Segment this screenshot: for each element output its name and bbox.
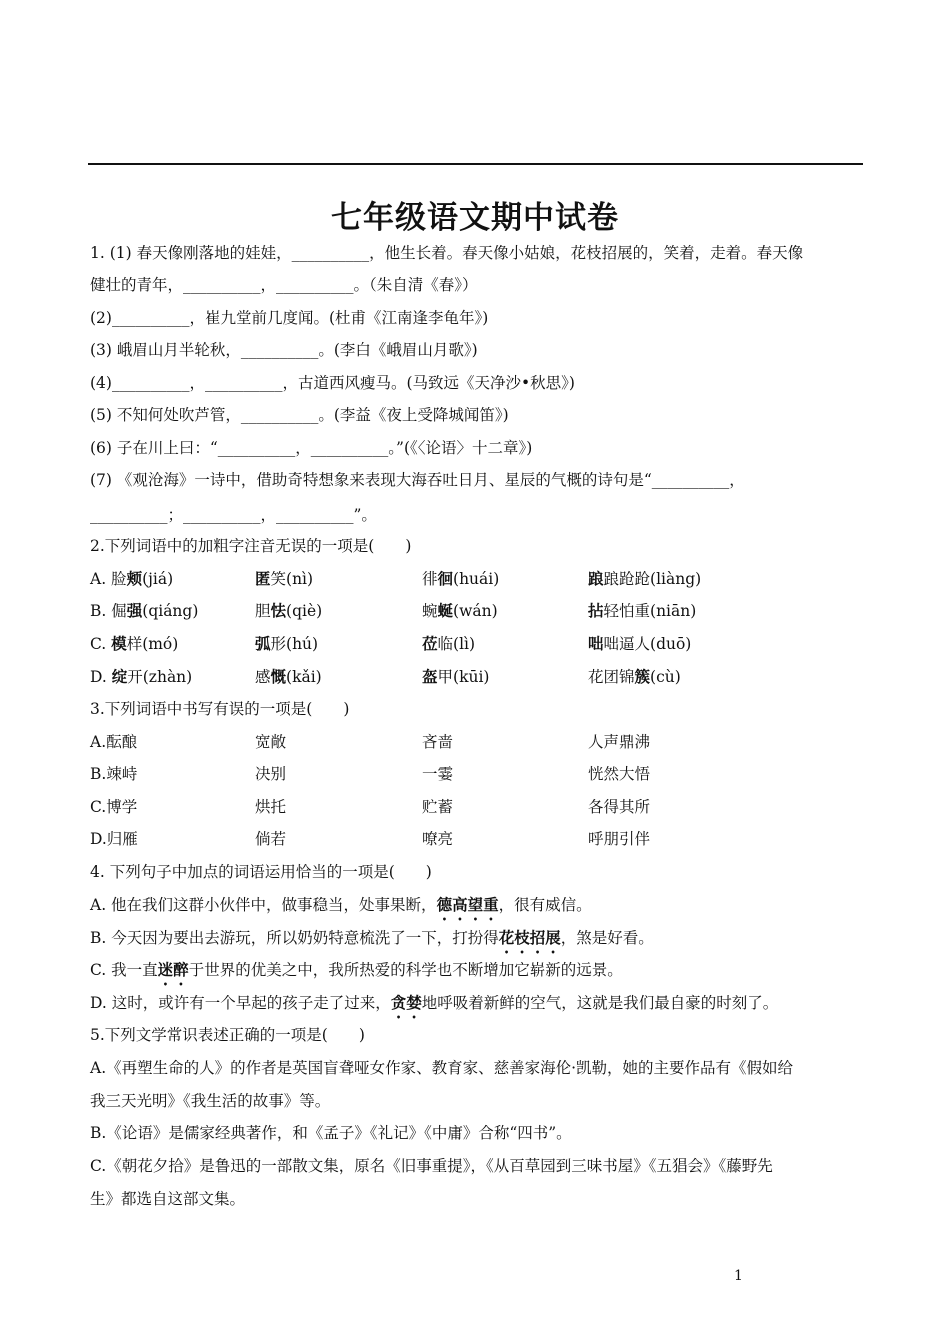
page-number: 1 <box>734 1268 743 1284</box>
q3-word: 烘托 <box>255 798 287 816</box>
q1-line-8: (7) 《观沧海》一诗中，借助奇特想象来表现大海吞吐日月、星辰的气概的诗句是“__________， <box>90 471 745 489</box>
q3-word: 各得其所 <box>588 798 651 816</box>
q3-word: B.竦峙 <box>90 765 138 783</box>
q2-option: A. 脸颊(jiá) <box>90 569 174 588</box>
q2-option: 胆怯(qiè) <box>255 601 323 620</box>
q5-option-c-line-1: C.《朝花夕拾》是鲁迅的一部散文集，原名《旧事重提》，《从百草园到三味书屋》《五猖会》《藤野先 <box>90 1157 773 1175</box>
q1-line-6: (5) 不知何处吹芦管，__________。(李益《夜上受降城闻笛》) <box>90 406 509 424</box>
q2-option: 盔甲(kūi) <box>422 667 490 686</box>
page-title: 七年级语文期中试卷 <box>331 200 619 236</box>
q2-option: C. 模样(mó) <box>90 634 179 653</box>
q1-line-9: __________；__________，__________”。 <box>90 506 377 524</box>
q5-option-a-line-1: A.《再塑生命的人》的作者是英国盲聋哑女作家、教育家、慈善家海伦·凯勒，她的主要作品有《假如给 <box>90 1059 794 1077</box>
q5-option-b: B.《论语》是儒家经典著作，和《孟子》《礼记》《中庸》合称“四书”。 <box>90 1124 572 1142</box>
q3-word: 恍然大悟 <box>588 765 651 783</box>
header-rule <box>88 163 863 165</box>
q5-stem: 5.下列文学常识表述正确的一项是( ) <box>90 1026 365 1044</box>
q3-word: 一霎 <box>422 765 454 783</box>
q3-word: 人声鼎沸 <box>588 733 651 751</box>
q3-word: C.博学 <box>90 798 138 816</box>
q4-option-b: B. 今天因为要出去游玩，所以奶奶特意梳洗了一下，打扮得花枝招展，煞是好看。 <box>90 928 654 947</box>
q2-option: 踉踉跄跄(liàng) <box>588 569 702 588</box>
q3-word: 倘若 <box>255 830 287 848</box>
q2-option: 拈轻怕重(niān) <box>588 601 697 620</box>
q1-line-7: (6) 子在川上曰：“__________，__________。”(《〈论语〉十二章》) <box>90 439 533 457</box>
q3-word: 贮蓄 <box>422 798 454 816</box>
q5-option-c-line-2: 生》都选自这部文集。 <box>90 1190 246 1208</box>
q2-option: 花团锦簇(cù) <box>588 667 681 686</box>
q2-option: 咄咄逼人(duō) <box>588 634 692 653</box>
q1-line-2: 健壮的青年，__________，__________。（朱自清《春》） <box>90 276 478 294</box>
q4-option-c: C. 我一直迷醉于世界的优美之中，我所热爱的科学也不断增加它崭新的远景。 <box>90 960 623 979</box>
q2-option: 徘徊(huái) <box>422 569 500 588</box>
q1-line-5: (4)__________，__________，古道西风瘦马。(马致远《天净沙•秋思》) <box>90 374 575 392</box>
q4-stem: 4. 下列句子中加点的词语运用恰当的一项是( ) <box>90 863 432 881</box>
q3-word: 吝啬 <box>422 733 454 751</box>
q3-word: 呼朋引伴 <box>588 830 651 848</box>
q2-option: B. 倔强(qiáng) <box>90 601 199 620</box>
q2-stem: 2.下列词语中的加粗字注音无误的一项是( ) <box>90 537 412 555</box>
q3-word: 决别 <box>255 765 287 783</box>
q2-option: 匿笑(nì) <box>255 569 314 588</box>
q3-word: 宽敞 <box>255 733 287 751</box>
q2-option: D. 绽开(zhàn) <box>90 667 193 686</box>
q3-word: 嘹亮 <box>422 830 454 848</box>
q3-word: D.归雁 <box>90 830 138 848</box>
q3-word: A.酝酿 <box>90 733 138 751</box>
q1-line-3: (2)__________，崔九堂前几度闻。(杜甫《江南逢李龟年》) <box>90 309 489 327</box>
q2-option: 弧形(hú) <box>255 634 319 653</box>
q1-line-4: (3) 峨眉山月半轮秋，__________。(李白《峨眉山月歌》) <box>90 341 478 359</box>
q2-option: 蜿蜒(wán) <box>422 601 498 620</box>
q2-option: 感慨(kǎi) <box>255 667 322 686</box>
q3-stem: 3.下列词语中书写有误的一项是( ) <box>90 700 350 718</box>
q2-option: 莅临(lì) <box>422 634 476 653</box>
q4-option-a: A. 他在我们这群小伙伴中，做事稳当，处事果断，德高望重，很有威信。 <box>90 895 592 914</box>
q1-line-1: 1. (1) 春天像刚落地的娃娃，__________，他生长着。春天像小姑娘，花枝招展的，笑着，走着。春天像 <box>90 244 804 262</box>
q5-option-a-line-2: 我三天光明》《我生活的故事》等。 <box>90 1092 331 1110</box>
q4-option-d: D. 这时，或许有一个早起的孩子走了过来，贪婪地呼吸着新鲜的空气，这就是我们最自豪的时刻了。 <box>90 993 779 1012</box>
